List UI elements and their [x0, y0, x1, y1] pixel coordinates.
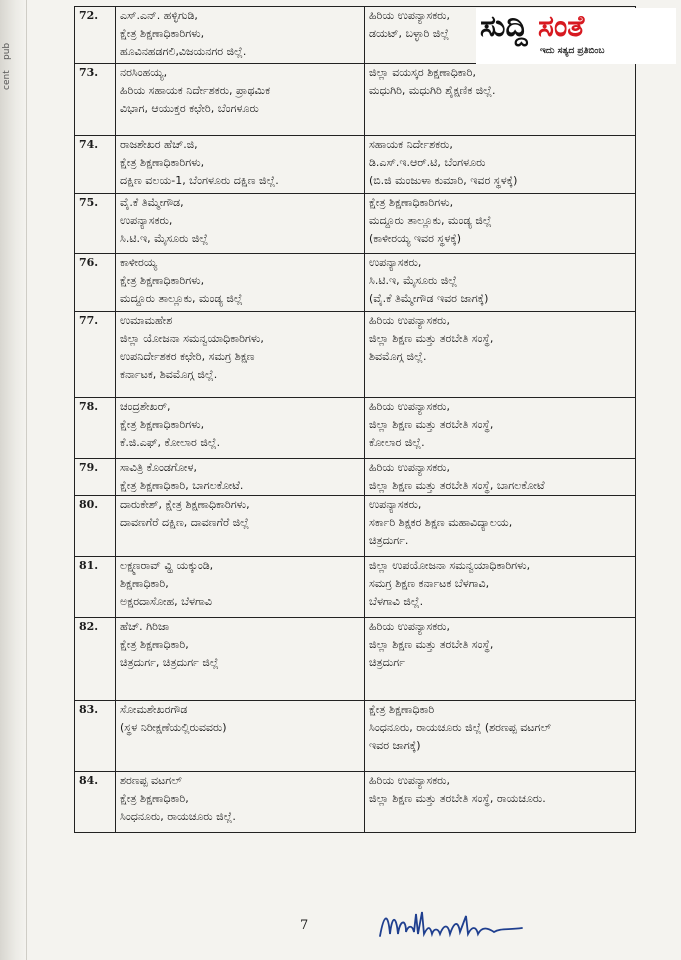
cell-line: ಉಮಾಮಹೇಶ: [120, 314, 173, 327]
cell-line: ಜಿಲ್ಲಾ ಶಿಕ್ಷಣ ಮತ್ತು ತರಬೇತಿ ಸಂಸ್ಥೆ,: [369, 638, 494, 651]
margin-fragment: cent: [2, 70, 12, 90]
cell-line: ಕೆ.ಜಿ.ಎಫ್, ಕೋಲಾರ ಜಿಲ್ಲೆ.: [120, 436, 221, 449]
cell-line: ದಾವಣಗೆರೆ ದಕ್ಷಿಣ, ದಾವಣಗೆರೆ ಜಿಲ್ಲೆ: [120, 516, 250, 529]
table-row: [75, 496, 636, 557]
table-row: [75, 136, 636, 194]
serial-number-cell: 76.: [75, 254, 116, 312]
logo-word-1: ಸುದ್ದಿ: [480, 9, 528, 44]
current-posting-cell: [116, 557, 365, 618]
serial-number-cell: 74.: [75, 136, 116, 194]
cell-line: ಸೋಮಶೇಖರಗೌಡ: [120, 703, 188, 716]
cell-line: ಶಿವಮೊಗ್ಗ ಜಿಲ್ಲೆ.: [369, 350, 427, 363]
new-posting-cell: [365, 772, 636, 833]
cell-line: ಸಿಂಧನೂರು, ರಾಯಚೂರು ಜಿಲ್ಲೆ (ಶರಣಪ್ಪ ವಟಗಲ್: [369, 721, 552, 734]
cell-line: ಶರಣಪ್ಪ ವಟಗಲ್: [120, 774, 182, 787]
cell-line: ಜಿಲ್ಲಾ ಶಿಕ್ಷಣ ಮತ್ತು ತರಬೇತಿ ಸಂಸ್ಥೆ,: [369, 332, 494, 345]
cell-line: ದಾರುಕೇಶ್, ಕ್ಷೇತ್ರ ಶಿಕ್ಷಣಾಧಿಕಾರಿಗಳು,: [120, 498, 250, 511]
table-row: [75, 254, 636, 312]
cell-line: ಕ್ಷೇತ್ರ ಶಿಕ್ಷಣಾಧಿಕಾರಿಗಳು,: [369, 196, 454, 209]
cell-line: ದಕ್ಷಿಣ ವಲಯ-1, ಬೆಂಗಳೂರು ದಕ್ಷಿಣ ಜಿಲ್ಲೆ.: [120, 174, 279, 187]
cell-line: ವೈ.ಕೆ ತಿಮ್ಮೇಗೌಡ,: [120, 196, 184, 209]
cell-line: ಜಿಲ್ಲಾ ಉಪಯೋಜನಾ ಸಮನ್ವಯಾಧಿಕಾರಿಗಳು,: [369, 559, 531, 572]
cell-line: [369, 366, 631, 384]
cell-line: ನರಸಿಂಹಯ್ಯ,: [120, 66, 168, 79]
cell-line: ಸಹಾಯಕ ನಿರ್ದೇಶಕರು,: [369, 138, 453, 151]
new-posting-cell: [365, 254, 636, 312]
cell-line: ಎಸ್.ಎನ್. ಹಳ್ಳಿಗುಡಿ,: [120, 9, 198, 22]
serial-number-cell: 80.: [75, 496, 116, 557]
cell-line: ಉಪನ್ಯಾಸಕರು,: [369, 498, 422, 511]
cell-line: ಅಕ್ಷರದಾಸೋಹ, ಬೆಳಗಾವಿ: [120, 595, 212, 608]
cell-line: ಕ್ಷೇತ್ರ ಶಿಕ್ಷಣಾಧಿಕಾರಿಗಳು,: [120, 274, 205, 287]
cell-line: ಸಿ.ಟಿ.ಇ, ಮೈಸೂರು ಜಿಲ್ಲೆ: [369, 274, 458, 287]
cell-line: ಹಿರಿಯ ಉಪನ್ಯಾಸಕರು,: [369, 461, 451, 474]
new-posting-cell: [365, 136, 636, 194]
new-posting-cell: [365, 398, 636, 459]
cell-line: ಕ್ಷೇತ್ರ ಶಿಕ್ಷಣಾಧಿಕಾರಿ,: [120, 638, 189, 651]
current-posting-cell: [116, 618, 365, 701]
new-posting-cell: [365, 312, 636, 398]
table-row: [75, 772, 636, 833]
current-posting-cell: [116, 701, 365, 772]
cell-line: (ಬಿ.ಜಿ ಮಂಜುಳಾ ಕುಮಾರಿ, ಇವರ ಸ್ಥಳಕ್ಕೆ): [369, 174, 518, 187]
cell-line: ಉಪನಿರ್ದೇಶಕರ ಕಛೇರಿ, ಸಮಗ್ರ ಶಿಕ್ಷಣ: [120, 350, 255, 363]
cell-line: ಉಪನ್ಯಾಸಕರು,: [369, 256, 422, 269]
cell-line: ಕ್ಷೇತ್ರ ಶಿಕ್ಷಣಾಧಿಕಾರಿ: [369, 703, 435, 716]
current-posting-cell: [116, 194, 365, 254]
table-row: [75, 557, 636, 618]
cell-line: ಸಮಗ್ರ ಶಿಕ್ಷಣ ಕರ್ನಾಟಕ ಬೆಳಗಾವಿ,: [369, 577, 490, 590]
table-row: [75, 398, 636, 459]
new-posting-cell: [365, 557, 636, 618]
cell-line: ಹೆಚ್. ಗಿರಿಜಾ: [120, 620, 170, 633]
serial-number-cell: 84.: [75, 772, 116, 833]
current-posting-cell: [116, 312, 365, 398]
serial-number-cell: 79.: [75, 459, 116, 496]
cell-line: ಉಪನ್ಯಾಸಕರು,: [120, 214, 173, 227]
cell-line: ಮದ್ದೂರು ತಾಲ್ಲೂಕು, ಮಂಡ್ಯ ಜಿಲ್ಲೆ: [369, 214, 492, 227]
table-row: [75, 194, 636, 254]
new-posting-cell: [365, 618, 636, 701]
cell-line: ಚಿತ್ರದುರ್ಗ, ಚಿತ್ರದುರ್ಗ ಜಿಲ್ಲೆ: [120, 656, 219, 669]
cell-line: ಸಿ.ಟಿ.ಇ, ಮೈಸೂರು ಜಿಲ್ಲೆ: [120, 232, 209, 245]
transfer-order-table: [74, 6, 636, 833]
cell-line: ಹಿರಿಯ ಸಹಾಯಕ ನಿರ್ದೇಶಕರು, ಪ್ರಾಥಮಿಕ: [120, 84, 271, 97]
logo-wordmark: [480, 8, 584, 46]
current-posting-cell: [116, 496, 365, 557]
cell-line: (ವೈ.ಕೆ ತಿಮ್ಮೇಗೌಡ ಇವರ ಜಾಗಕ್ಕೆ): [369, 292, 489, 305]
cell-line: ಹಿರಿಯ ಉಪನ್ಯಾಸಕರು,: [369, 314, 451, 327]
margin-fragment: pub: [2, 42, 12, 60]
cell-line: [120, 672, 360, 690]
current-posting-cell: [116, 772, 365, 833]
serial-number-cell: 78.: [75, 398, 116, 459]
current-posting-cell: [116, 254, 365, 312]
cell-line: ಜಿಲ್ಲಾ ಶಿಕ್ಷಣ ಮತ್ತು ತರಬೇತಿ ಸಂಸ್ಥೆ,: [369, 418, 494, 431]
cell-line: ಹಿರಿಯ ಉಪನ್ಯಾಸಕರು,: [369, 620, 451, 633]
serial-number-cell: 77.: [75, 312, 116, 398]
cell-line: ಸಾವಿತ್ರಿ ಕೊಂಡಗೋಳ,: [120, 461, 197, 474]
cell-line: ಡಯಟ್, ಬಳ್ಳಾರಿ ಜಿಲ್ಲೆ: [369, 27, 450, 40]
cell-line: ಹಿರಿಯ ಉಪನ್ಯಾಸಕರು,: [369, 774, 451, 787]
cell-line: ಲಕ್ಷ್ಮಣರಾವ್ ವ್ಹಿ ಯಕ್ಕುಂಡಿ,: [120, 559, 214, 572]
cell-line: [369, 100, 631, 118]
cell-line: ಹೂವಿನಹಡಗಲಿ,ವಿಜಯನಗರ ಜಿಲ್ಲೆ.: [120, 45, 247, 58]
serial-number-cell: 72.: [75, 7, 116, 64]
cell-line: ಜಿಲ್ಲಾ ಶಿಕ್ಷಣ ಮತ್ತು ತರಬೇತಿ ಸಂಸ್ಥೆ, ಬಾಗಲಕೋಟೆ: [369, 479, 545, 492]
cell-line: ಸಿಂಧನೂರು, ರಾಯಚೂರು ಜಿಲ್ಲೆ.: [120, 810, 236, 823]
new-posting-cell: [365, 496, 636, 557]
cell-line: ಜಿಲ್ಲಾ ಯೋಜನಾ ಸಮನ್ವಯಾಧಿಕಾರಿಗಳು,: [120, 332, 264, 345]
page-number: 7: [300, 918, 309, 933]
cell-line: (ಸ್ಥಳ ನಿರೀಕ್ಷಣೆಯಲ್ಲಿರುವವರು): [120, 721, 227, 734]
current-posting-cell: [116, 7, 365, 64]
cell-line: ಕ್ಷೇತ್ರ ಶಿಕ್ಷಣಾಧಿಕಾರಿಗಳು,: [120, 27, 205, 40]
cell-line: [120, 737, 360, 755]
cell-line: (ಕಾಳೀರಯ್ಯ ಇವರ ಸ್ಥಳಕ್ಕೆ): [369, 232, 462, 245]
current-posting-cell: [116, 64, 365, 136]
cell-line: ಮದ್ದೂರು ತಾಲ್ಲೂಕು, ಮಂಡ್ಯ ಜಿಲ್ಲೆ: [120, 292, 243, 305]
cell-line: ಹಿರಿಯ ಉಪನ್ಯಾಸಕರು,: [369, 400, 451, 413]
serial-number-cell: 82.: [75, 618, 116, 701]
table-body: [75, 7, 636, 833]
current-posting-cell: [116, 136, 365, 194]
cell-line: ಮಧುಗಿರಿ, ಮಧುಗಿರಿ ಶೈಕ್ಷಣಿಕ ಜಿಲ್ಲೆ.: [369, 84, 496, 97]
cell-line: ಚಿತ್ರದುರ್ಗ.: [369, 534, 409, 547]
cell-line: ಕಾಳೀರಯ್ಯ: [120, 256, 158, 269]
cell-line: ವಿಭಾಗ, ಆಯುಕ್ತರ ಕಛೇರಿ, ಬೆಂಗಳೂರು: [120, 102, 259, 115]
new-posting-cell: [365, 194, 636, 254]
serial-number-cell: 73.: [75, 64, 116, 136]
logo-tagline: ಇದು ಸತ್ಯದ ಪ್ರತಿಬಿಂಬ: [540, 46, 605, 56]
cell-line: ಡಿ.ಎಸ್.ಇ.ಆರ್.ಟಿ, ಬೆಂಗಳೂರು: [369, 156, 486, 169]
table-row: [75, 312, 636, 398]
cell-line: [369, 672, 631, 690]
table-row: [75, 701, 636, 772]
new-posting-cell: [365, 459, 636, 496]
sudhi-sante-logo: [476, 8, 676, 64]
signature-drawing: [376, 906, 526, 944]
handwritten-signature: [376, 906, 526, 948]
cell-line: ಚಂದ್ರಶೇಖರ್,: [120, 400, 171, 413]
serial-number-cell: 75.: [75, 194, 116, 254]
logo-word-2: ಸಂತೆ: [538, 9, 585, 44]
serial-number-cell: 83.: [75, 701, 116, 772]
new-posting-cell: [365, 701, 636, 772]
serial-number-cell: 81.: [75, 557, 116, 618]
current-posting-cell: [116, 398, 365, 459]
table-row: [75, 618, 636, 701]
cell-line: ಬೆಳಗಾವಿ ಜಿಲ್ಲೆ.: [369, 595, 424, 608]
cell-line: ರಾಜಶೇಖರ ಹೆಚ್.ಜಿ,: [120, 138, 198, 151]
new-posting-cell: [365, 64, 636, 136]
current-posting-cell: [116, 459, 365, 496]
cell-line: ಜಿಲ್ಲಾ ಶಿಕ್ಷಣ ಮತ್ತು ತರಬೇತಿ ಸಂಸ್ಥೆ, ರಾಯಚೂರು.: [369, 792, 546, 805]
cell-line: [369, 808, 631, 826]
cell-line: ಸರ್ಕಾರಿ ಶಿಕ್ಷಕರ ಶಿಕ್ಷಣ ಮಹಾವಿದ್ಯಾಲಯ,: [369, 516, 513, 529]
table-row: [75, 64, 636, 136]
cell-line: ಜಿಲ್ಲಾ ವಯಸ್ಕರ ಶಿಕ್ಷಣಾಧಿಕಾರಿ,: [369, 66, 476, 79]
cell-line: ಹಿರಿಯ ಉಪನ್ಯಾಸಕರು,: [369, 9, 451, 22]
cell-line: ಚಿತ್ರದುರ್ಗ: [369, 656, 405, 669]
page-curl-edge: [0, 0, 27, 960]
cell-line: ಕರ್ನಾಟಕ, ಶಿವಮೊಗ್ಗ ಜಿಲ್ಲೆ.: [120, 368, 218, 381]
cell-line: ಕ್ಷೇತ್ರ ಶಿಕ್ಷಣಾಧಿಕಾರಿಗಳು,: [120, 156, 205, 169]
cell-line: ಶಿಕ್ಷಣಾಧಿಕಾರಿ,: [120, 577, 169, 590]
cell-line: ಕೋಲಾರ ಜಿಲ್ಲೆ.: [369, 436, 425, 449]
cell-line: ಕ್ಷೇತ್ರ ಶಿಕ್ಷಣಾಧಿಕಾರಿ, ಬಾಗಲಕೋಟೆ.: [120, 479, 244, 492]
cell-line: ಕ್ಷೇತ್ರ ಶಿಕ್ಷಣಾಧಿಕಾರಿಗಳು,: [120, 418, 205, 431]
cell-line: [120, 532, 360, 550]
cell-line: ಕ್ಷೇತ್ರ ಶಿಕ್ಷಣಾಧಿಕಾರಿ,: [120, 792, 189, 805]
cell-line: ಇವರ ಜಾಗಕ್ಕೆ): [369, 739, 421, 752]
table-row: [75, 459, 636, 496]
